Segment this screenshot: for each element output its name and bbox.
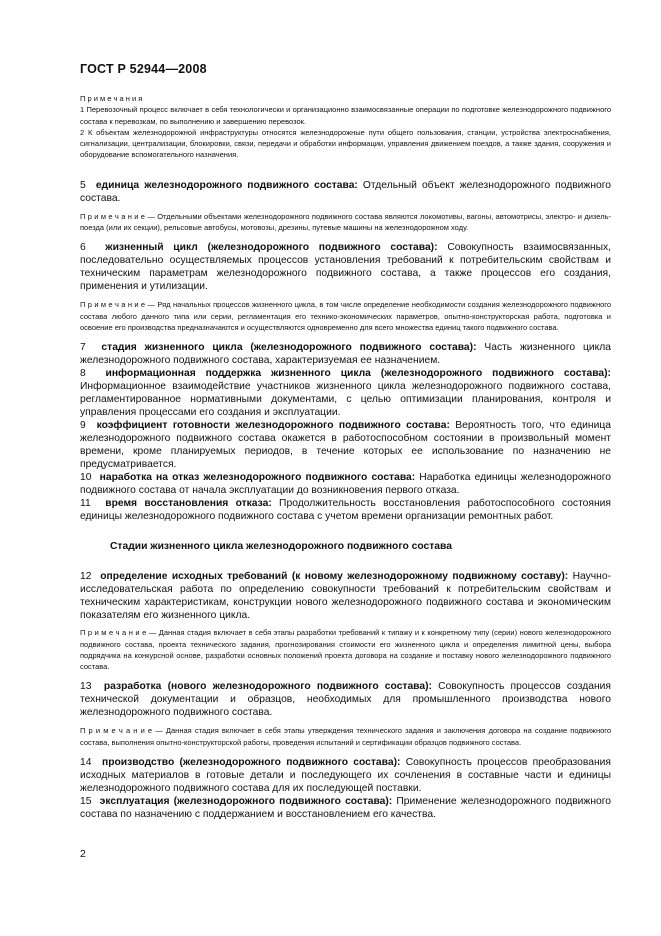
- term-13-text: Совокупность процессов создания технической документации и образцов, необходимых для промышленного производства нового железнодорожного подвижного состава.: [80, 681, 611, 719]
- term-6-number: 6: [80, 242, 86, 254]
- notes-label: П р и м е ч а н и я: [80, 94, 143, 103]
- term-9-text: Вероятность того, что единица железнодорожного подвижного состава окажется в работоспособном состоянии в произвольный момент времени, кроме планируемых периодов, в течение которых ее использование по назначению не предусматривается.: [80, 420, 611, 471]
- term-11-text: Продолжительность восстановления работоспособного состояния единицы железнодорожного подвижного состава с учетом времени организации ремонтных работ.: [80, 498, 611, 523]
- term-6-name: жизненный цикл (железнодорожного подвижного состава):: [105, 242, 438, 254]
- term-10-text: Наработка единицы железнодорожного подвижного состава от начала эксплуатации до возникновения первого отказа.: [80, 472, 611, 497]
- term-13-definition: [80, 680, 611, 719]
- term-15-number: 15: [80, 796, 92, 808]
- term-6-block: [80, 241, 611, 333]
- term-6-definition: [80, 241, 611, 293]
- term-9-definition: [80, 419, 611, 471]
- term-5-text: Отдельный объект железнодорожного подвижного состава.: [80, 179, 611, 204]
- terms-7-11-block: [80, 341, 611, 523]
- term-12-number: 12: [80, 571, 92, 583]
- term-6-note-text: — Ряд начальных процессов жизненного цикла, в том числе определение необходимости создания железнодорожного подвижного состава любого данного типа или серии, регламентация его технико-экономических параметров, опытно-конструкторская работа, подготовка и освоение его производства предназначаются и осуществляются одновременно для всего множества единиц такого подвижного состава.: [80, 300, 611, 332]
- term-15-definition: [80, 795, 611, 821]
- term-15-name: эксплуатация (железнодорожного подвижного состава):: [99, 796, 393, 808]
- term-13-block: [80, 680, 611, 748]
- term-5-name: единица железнодорожного подвижного состава:: [95, 179, 358, 191]
- term-7-number: 7: [80, 342, 86, 354]
- term-13-note-text: — Данная стадия включает в себя этапы утверждения технического задания и заключения договора на создание подвижного состава, выполнения опытно-конструкторской работы, проведения испытаний и сертификации образцов подвижного состава.: [80, 726, 611, 747]
- term-10-definition: [80, 471, 611, 497]
- term-10-name: наработка на отказ железнодорожного подвижного состава:: [99, 472, 416, 484]
- term-12-text: Научно-исследовательская работа по определению совокупности требований к потребительским свойствам и техническим характеристикам, конструкции нового железнодорожного подвижного состава и экономическим показателям его жизненного цикла.: [80, 571, 611, 622]
- term-13-note-label: П р и м е ч а н и е: [80, 726, 153, 736]
- term-8-number: 8: [80, 368, 86, 380]
- term-7-definition: [80, 341, 611, 367]
- term-12-note-label: П р и м е ч а н и е: [80, 628, 147, 638]
- term-12-name: определение исходных требований (к новому железнодорожному подвижному составу):: [100, 571, 569, 583]
- term-8-definition: [80, 367, 611, 419]
- term-14-text: Совокупность процессов преобразования исходных материалов в готовые детали и последующего их сочленения в составные части и единицы железнодорожного подвижного состава для их последующей поставки.: [80, 757, 611, 795]
- note-1: 1 Перевозочный процесс включает в себя технологически и организационно взаимосвязанные операции по подготовке железнодорожного подвижного состава к перевозкам, по выполнению и завершению перевозок.: [80, 105, 611, 126]
- term-12-note: [80, 627, 611, 672]
- term-10-number: 10: [80, 472, 92, 484]
- term-5-note-label: П р и м е ч а н и е: [80, 211, 145, 221]
- term-11-definition: [80, 497, 611, 523]
- term-11-number: 11: [80, 498, 91, 510]
- term-8-text: Информационное взаимодействие участников жизненного цикла железнодорожного подвижного состава, регламентированное нормативными документами, с целью оптимизации планирования, контроля и управления процессами его создания и эксплуатации.: [80, 381, 611, 419]
- term-14-definition: [80, 756, 611, 795]
- term-6-note: [80, 299, 611, 333]
- section-subheading: Стадии жизненного цикла железнодорожного подвижного состава: [110, 541, 452, 553]
- page-number: 2: [80, 848, 86, 860]
- term-13-name: разработка (нового железнодорожного подвижного состава):: [103, 681, 432, 693]
- term-8-name: информационная поддержка жизненного цикла (железнодорожного подвижного состава):: [105, 368, 611, 380]
- term-12-definition: [80, 570, 611, 622]
- page-content: [80, 93, 611, 821]
- term-13-number: 13: [80, 681, 92, 693]
- term-5-number: 5: [80, 179, 86, 191]
- term-14-number: 14: [80, 757, 92, 769]
- term-5-definition: [80, 179, 611, 205]
- term-7-text: Часть жизненного цикла железнодорожного подвижного состава, характеризуемая ее назначением.: [80, 342, 611, 367]
- term-13-note: [80, 725, 611, 748]
- term-14-name: производство (железнодорожного подвижного состава):: [101, 757, 401, 769]
- term-7-name: стадия жизненного цикла (железнодорожного подвижного состава):: [101, 342, 477, 354]
- terms-14-15-block: [80, 756, 611, 821]
- term-5-note-text: — Отдельными объектами железнодорожного подвижного состава являются локомотивы, вагоны, автомотрисы, электро- и дизель-поезда (или их секции), рельсовые автобусы, мотовозы, дрезины, путевые машины на железнодорожном ходу.: [80, 211, 611, 233]
- term-9-number: 9: [80, 420, 86, 432]
- notes-block: [80, 93, 611, 161]
- term-11-name: время восстановления отказа:: [105, 498, 272, 510]
- note-2: 2 К объектам железнодорожной инфраструктуры относятся железнодорожные пути общего пользования, станции, устройства электроснабжения, сигнализации, централизации, блокировки, связи, передачи и обработки информации, управления движением поездов, а также здания, сооружения и оборудование вспомогательного назначения.: [80, 127, 611, 160]
- term-15-text: Применение железнодорожного подвижного состава по назначению с поддержанием и восстановлением его качества.: [80, 796, 611, 821]
- term-9-name: коэффициент готовности железнодорожного подвижного состава:: [96, 420, 450, 432]
- term-5-block: [80, 179, 611, 234]
- term-12-block: [80, 570, 611, 672]
- term-5-note: [80, 211, 611, 234]
- term-12-note-text: — Данная стадия включает в себя этапы разработки требований к типажу и к конкретному типу (серии) нового железнодорожного подвижного состава, проекта технического задания, прогнозирования стоимости его жизненного цикла и определения лимитной цены, выбора подрядчика на конкурсной основе, разработки основных положений проекта договора на создание и поставку нового железнодорожного подвижного состава.: [80, 628, 611, 672]
- standard-header: ГОСТ Р 52944—2008: [80, 62, 207, 76]
- term-6-text: Совокупность взаимосвязанных, последовательно осуществляемых процессов установления требований к потребительским свойствам и техническим параметрам железнодорожного подвижного состава, а также процессов его создания, применения и утилизации.: [80, 242, 611, 293]
- term-6-note-label: П р и м е ч а н и е: [80, 300, 146, 310]
